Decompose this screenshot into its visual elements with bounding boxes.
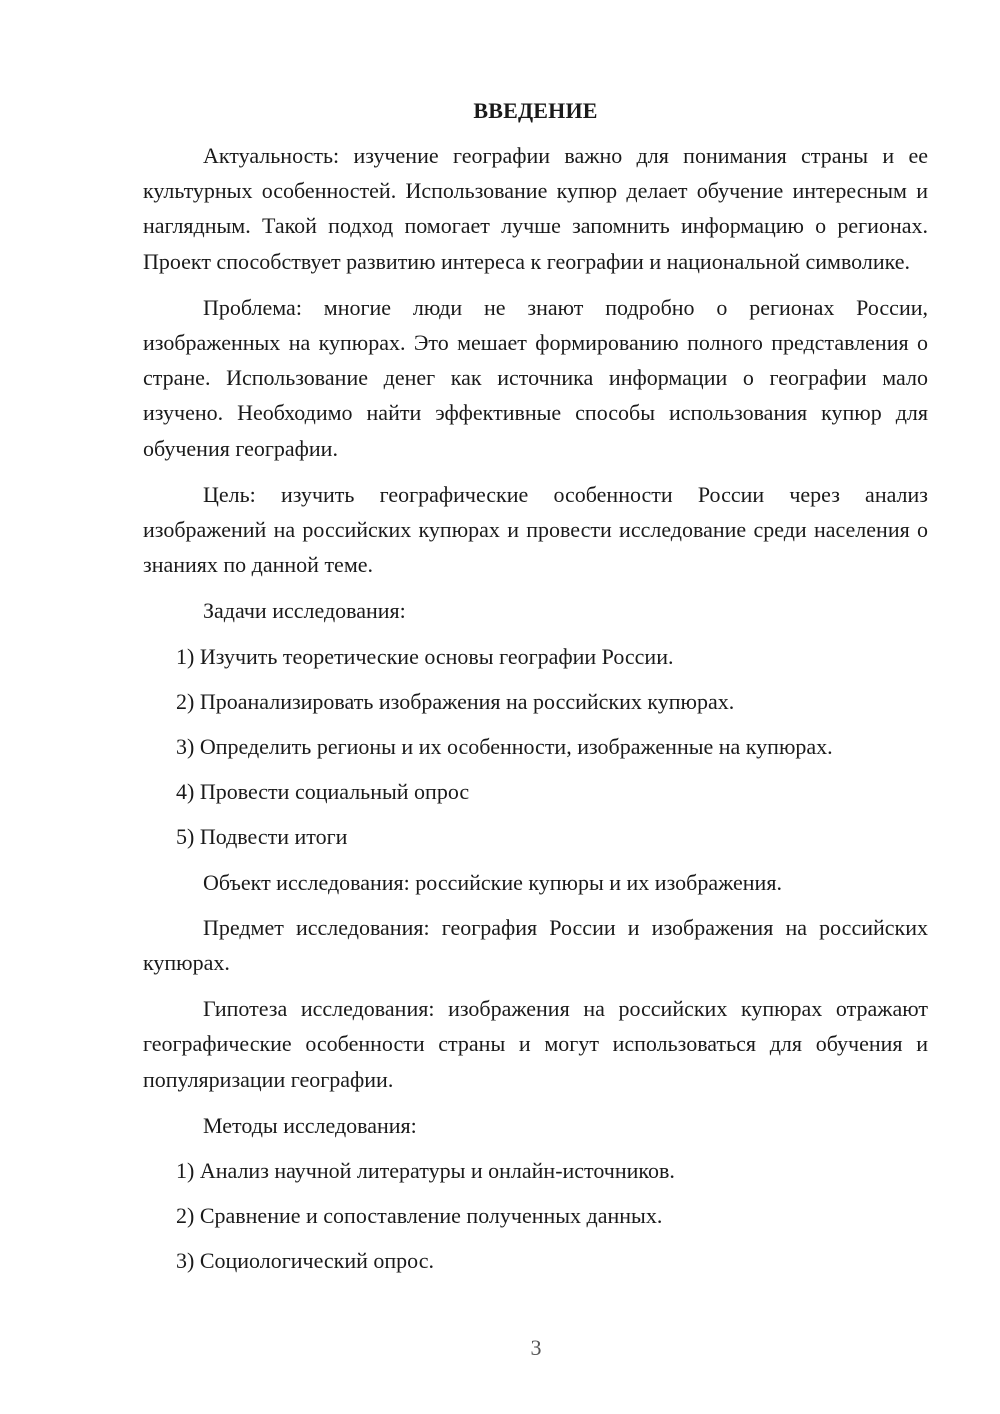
page-content xyxy=(143,96,928,1289)
goal-paragraph: Цель: изучить географические особенности России через анализ изображений на российских купюрах и провести исследование среди населения о знаниях по данной теме. xyxy=(143,481,928,578)
methods-list xyxy=(143,1153,928,1279)
list-item: 3) Определить регионы и их особенности, изображенные на купюрах. xyxy=(176,734,833,760)
list-item: 5) Подвести итоги xyxy=(176,824,348,850)
tasks-list xyxy=(143,639,928,855)
list-item: 3) Социологический опрос. xyxy=(176,1248,434,1274)
list-item: 1) Изучить теоретические основы географии России. xyxy=(176,643,674,669)
object-paragraph: Объект исследования: российские купюры и их изображения. xyxy=(203,869,782,895)
page-title: ВВЕДЕНИЕ xyxy=(473,98,598,123)
subject-paragraph: Предмет исследования: география России и изображения на российских купюрах. xyxy=(143,914,928,976)
methods-heading: Методы исследования: xyxy=(203,1112,417,1138)
problem-paragraph: Проблема: многие люди не знают подробно о регионах России, изображенных на купюрах. Это мешает формированию полного представления о стране. Использование денег как источника информации о географии мало изучено. Необходимо найти эффективные способы использования купюр для обучения географии. xyxy=(143,294,928,461)
list-item: 4) Провести социальный опрос xyxy=(176,779,470,805)
relevance-paragraph: Актуальность: изучение географии важно для понимания страны и ее культурных особенностей. Использование купюр делает обучение интересным и наглядным. Такой подход помогает лучше запомнить информацию о регионах. Проект способствует развитию интереса к географии и национальной символике. xyxy=(143,143,928,274)
list-item: 2) Проанализировать изображения на российских купюрах. xyxy=(176,688,735,714)
page-number: 3 xyxy=(530,1335,542,1360)
list-item: 2) Сравнение и сопоставление полученных данных. xyxy=(176,1203,663,1229)
tasks-heading: Задачи исследования: xyxy=(203,598,406,624)
hypothesis-paragraph: Гипотеза исследования: изображения на российских купюрах отражают географические особенности страны и могут использоваться для обучения и популяризации географии. xyxy=(143,996,928,1092)
list-item: 1) Анализ научной литературы и онлайн-источников. xyxy=(176,1158,675,1184)
